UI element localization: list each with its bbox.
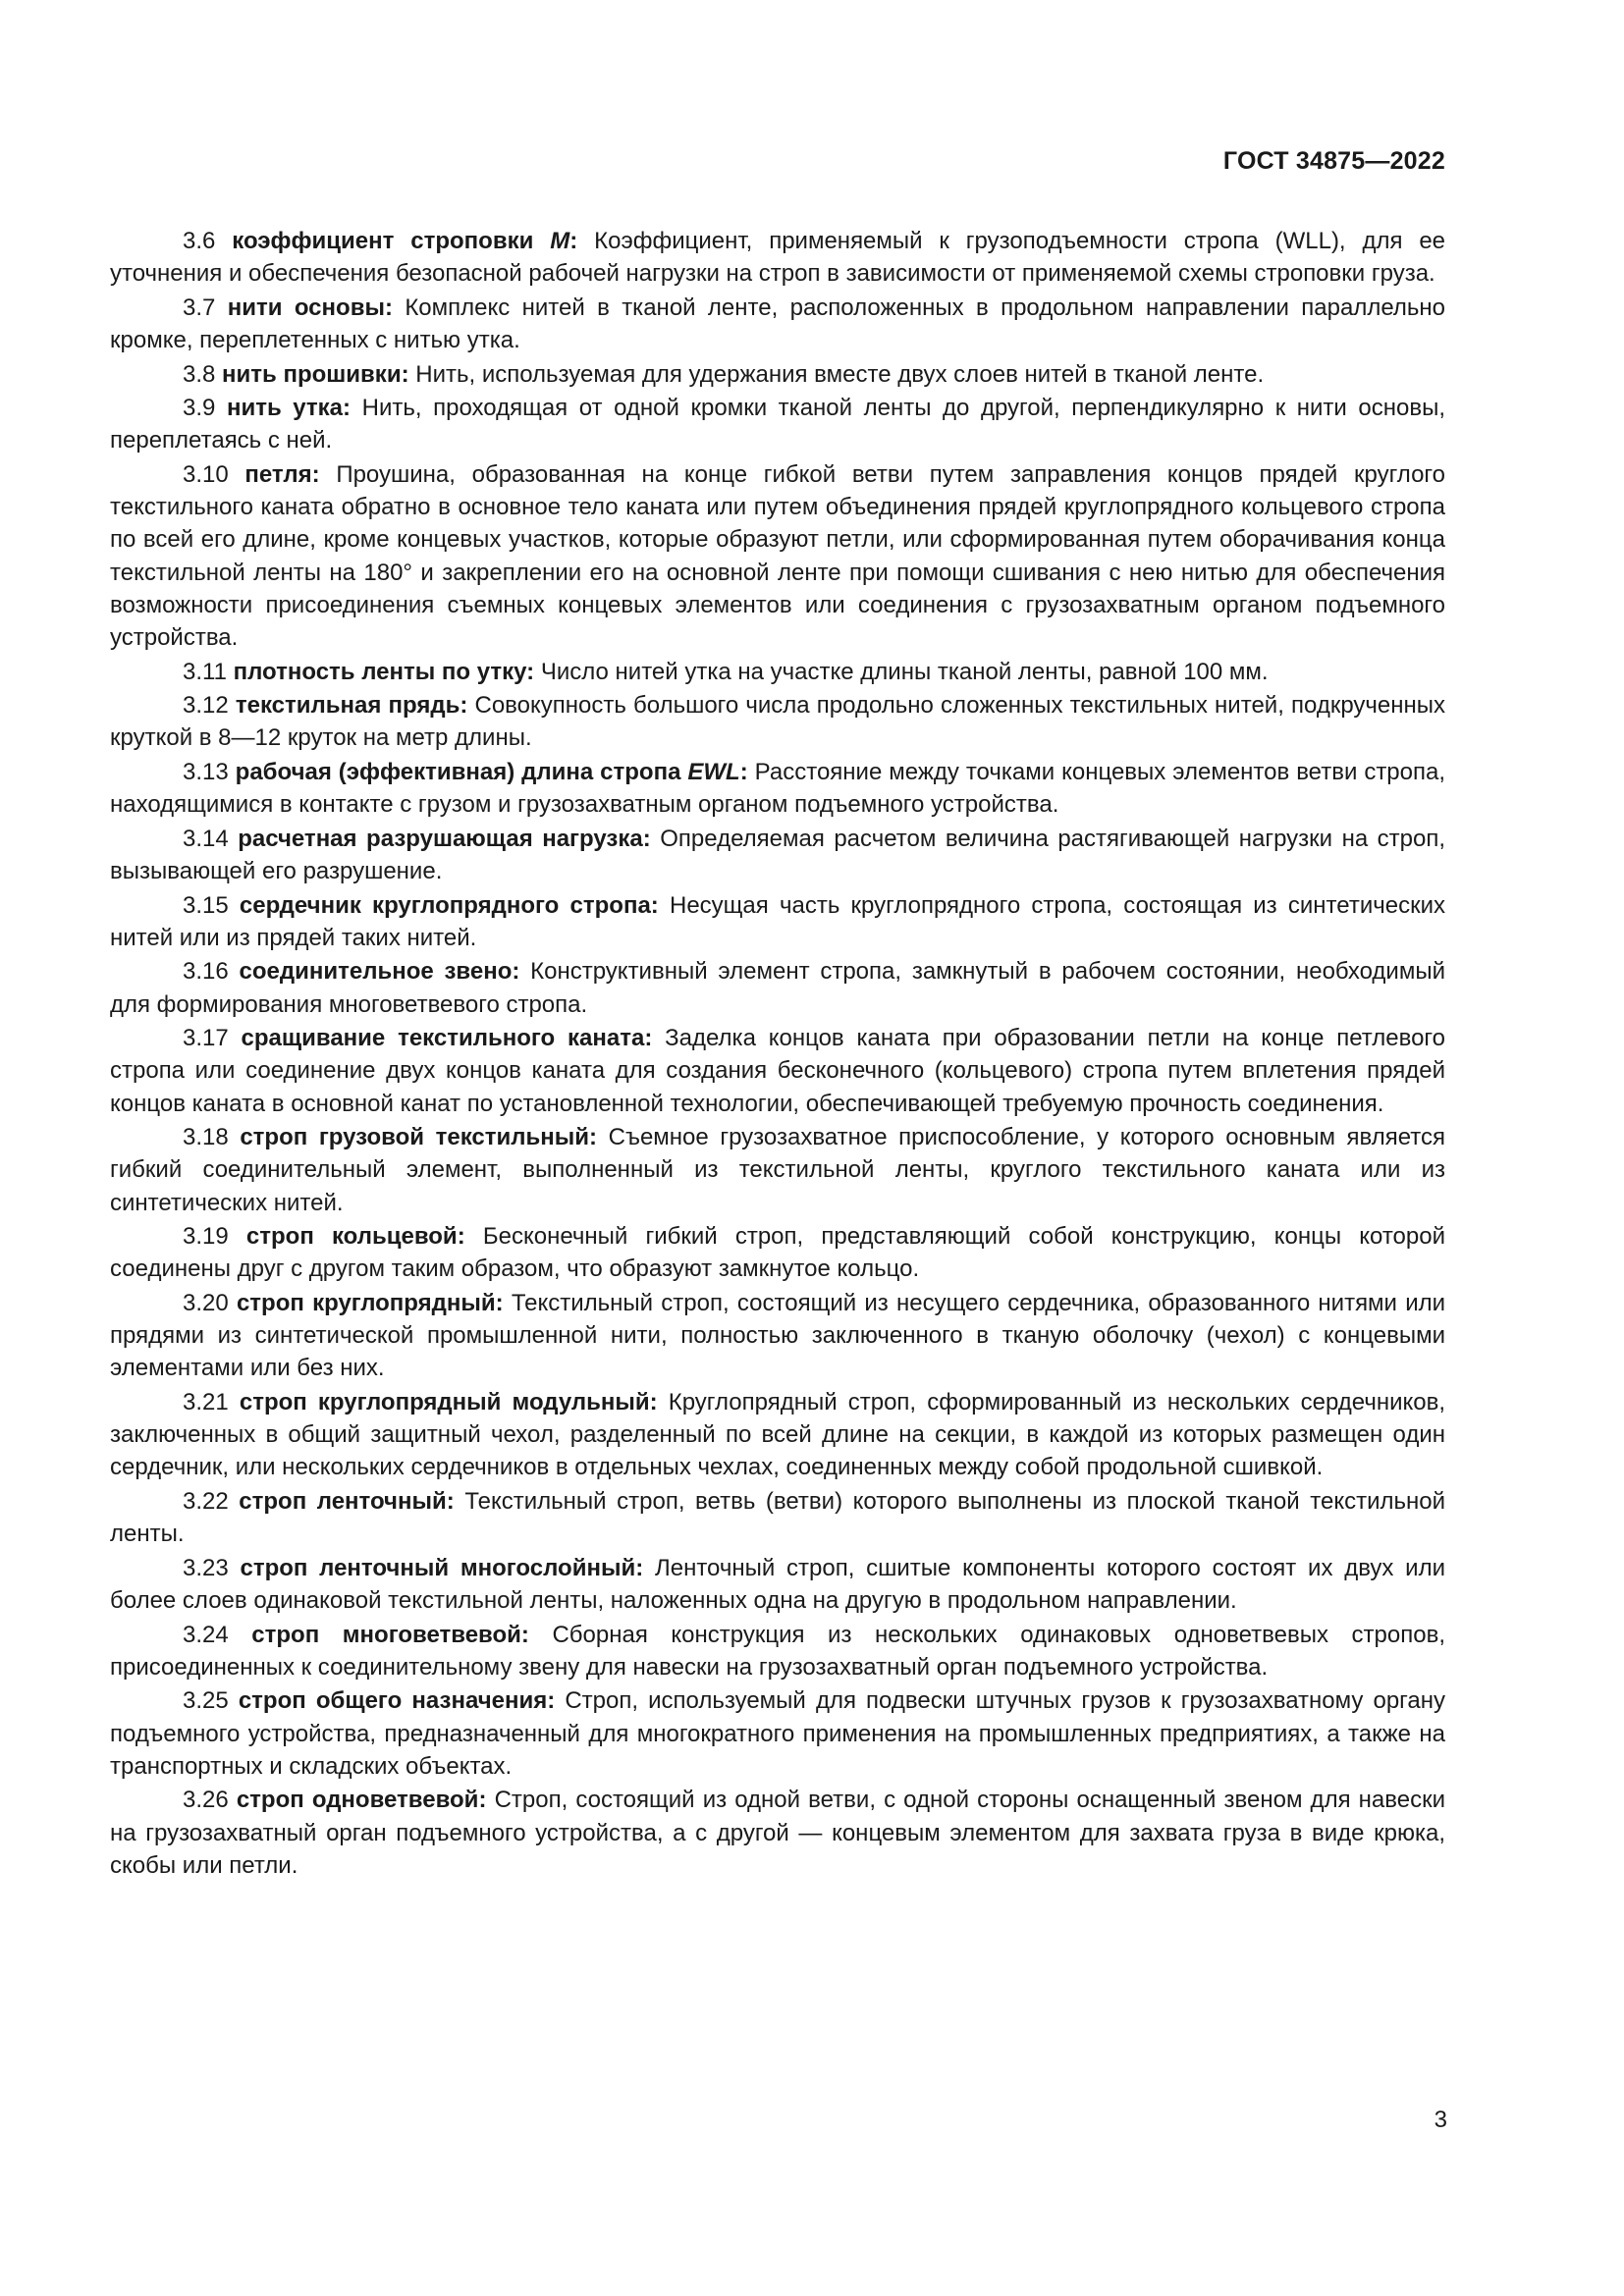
term-entry: [110, 689, 1445, 754]
term-entry: [110, 1552, 1445, 1617]
term-title: сращивание текстильного каната:: [241, 1025, 653, 1052]
term-definition: Число нитей утка на участке длины тканой ленты, равной 100 мм.: [540, 658, 1269, 685]
term-name: нить утка: [226, 395, 344, 422]
term-definition: Определяемая расчетом величина растягивающей нагрузки на строп, вызывающей его разрушение.: [110, 825, 1446, 884]
term-name: текстильная прядь: [235, 692, 460, 720]
term-entry: [110, 458, 1445, 654]
term-entry: [110, 1386, 1445, 1484]
term-name: сращивание текстильного каната: [241, 1025, 645, 1052]
term-name: строп ленточный: [239, 1487, 447, 1515]
term-name: строп общего назначения: [238, 1687, 548, 1715]
term-number: 3.15: [183, 891, 229, 919]
term-definition: Конструктивный элемент стропа, замкнутый в рабочем состоянии, необходимый для формирования многоветвевого стропа.: [110, 958, 1445, 1018]
term-name: строп круглопрядный модульный: [239, 1388, 650, 1415]
term-number: 3.6: [183, 228, 216, 254]
term-entry: [110, 292, 1445, 356]
term-number: 3.21: [183, 1388, 229, 1415]
term-name: петля: [244, 460, 312, 488]
term-title: строп круглопрядный модульный:: [239, 1388, 658, 1415]
term-title: строп круглопрядный:: [236, 1289, 504, 1316]
term-entry: [110, 225, 1445, 290]
page-number: 3: [1434, 2107, 1447, 2133]
term-number: 3.19: [183, 1223, 229, 1251]
term-number: 3.12: [183, 692, 229, 720]
term-entry: [110, 1684, 1445, 1783]
term-title: строп грузовой текстильный:: [240, 1124, 598, 1151]
term-entry: [110, 656, 1445, 688]
term-name: строп круглопрядный: [236, 1289, 496, 1316]
term-number: 3.7: [183, 294, 216, 321]
term-entry: [110, 823, 1445, 887]
term-number: 3.17: [183, 1025, 229, 1052]
term-title: расчетная разрушающая нагрузка:: [238, 825, 651, 852]
term-definition: Заделка концов каната при образовании петли на конце петлевого стропа или соединение двух концов каната для создания бесконечного (кольцевого) стропа путем вплетения прядей концов каната в основной канат по установленной технологии, обеспечивающей требуемую прочность соединения.: [110, 1025, 1446, 1117]
term-definition: Несущая часть круглопрядного стропа, состоящая из синтетических нитей или из прядей таких нитей.: [110, 891, 1445, 951]
term-entry: [110, 1121, 1445, 1219]
term-number: 3.11: [183, 658, 227, 685]
term-entry: [110, 1287, 1445, 1385]
term-number: 3.22: [183, 1487, 229, 1515]
term-entry: [110, 1485, 1445, 1550]
term-definition: Комплекс нитей в тканой ленте, расположенных в продольном направлении параллельно кромке, переплетенных с нитью утка.: [110, 294, 1446, 353]
term-entry: [110, 392, 1445, 456]
term-title: строп кольцевой:: [245, 1223, 465, 1251]
term-name: нити основы: [227, 294, 385, 321]
term-entry: [110, 1784, 1445, 1882]
term-title: плотность ленты по утку:: [233, 658, 535, 685]
term-title: соединительное звено:: [239, 958, 520, 986]
term-definition: Нить, используемая для удержания вместе двух слоев нитей в тканой ленте.: [415, 360, 1265, 388]
term-definition: Совокупность большого числа продольно сложенных текстильных нитей, подкрученных круткой в 8—12 круток на метр длины.: [110, 692, 1446, 752]
term-number: 3.14: [183, 825, 229, 852]
term-number: 3.9: [183, 395, 216, 422]
term-name: строп одноветвевой: [236, 1787, 479, 1814]
term-name: расчетная разрушающая нагрузка: [238, 825, 643, 852]
term-number: 3.24: [183, 1621, 229, 1648]
term-definition: Текстильный строп, состоящий из несущего сердечника, образованного нитями или прядями из синтетической промышленной нити, полностью заключенного в тканую оболочку (чехол) с концевыми элементами или без них.: [110, 1289, 1446, 1382]
term-symbol: EWL: [687, 758, 740, 785]
term-definition: Бесконечный гибкий строп, представляющий собой конструкцию, концы которой соединены друг с другом таким образом, что образуют замкнутое кольцо.: [110, 1223, 1446, 1283]
term-name: рабочая (эффективная) длина стропа: [235, 758, 681, 785]
term-entry: [110, 1619, 1445, 1683]
term-symbol: M: [550, 228, 570, 254]
document-id: ГОСТ 34875—2022: [1222, 147, 1445, 175]
term-definition: Текстильный строп, ветвь (ветви) которого выполнены из плоской тканой текстильной ленты.: [110, 1487, 1446, 1548]
term-number: 3.18: [183, 1124, 229, 1151]
term-name: строп кольцевой: [245, 1223, 458, 1251]
term-title: строп многоветвевой:: [251, 1621, 529, 1648]
term-number: 3.23: [183, 1554, 229, 1581]
term-title: петля:: [244, 460, 320, 488]
term-definition: Строп, используемый для подвески штучных грузов к грузозахватному органу подъемного устройства, предназначенный для многократного применения на промышленных предприятиях, а также на транспортных и складских объектах.: [110, 1687, 1445, 1780]
terms-list: [110, 225, 1445, 1883]
term-definition: Нить, проходящая от одной кромки тканой ленты до другой, перпендикулярно к нити основы, переплетаясь с ней.: [110, 395, 1446, 454]
term-definition: Съемное грузозахватное приспособление, у которого основным является гибкий соединительный элемент, выполненный из текстильной ленты, круглого текстильного каната или из синтетических нитей.: [110, 1124, 1445, 1216]
term-title: строп ленточный:: [239, 1487, 455, 1515]
term-entry: [110, 889, 1445, 954]
term-entry: [110, 358, 1445, 391]
term-title: текстильная прядь:: [235, 692, 468, 720]
term-entry: [110, 1220, 1445, 1285]
term-definition: Ленточный строп, сшитые компоненты которого состоят их двух или более слоев одинаковой текстильной ленты, наложенных одна на другую в продольном направлении.: [110, 1554, 1445, 1614]
term-title: строп общего назначения:: [238, 1687, 556, 1715]
term-number: 3.10: [183, 460, 229, 488]
term-title: коэффициент строповки M:: [232, 228, 578, 254]
term-definition: Сборная конструкция из нескольких одинаковых одноветвевых стропов, присоединенных к соединительному звену для навески на грузозахватный орган подъемного устройства.: [110, 1621, 1446, 1681]
term-title: нить прошивки:: [222, 360, 409, 388]
term-number: 3.26: [183, 1787, 229, 1814]
term-title: рабочая (эффективная) длина стропа EWL:: [235, 758, 748, 785]
term-number: 3.25: [183, 1687, 229, 1715]
term-title: нити основы:: [227, 294, 393, 321]
term-title: нить утка:: [226, 395, 352, 422]
term-definition: Круглопрядный строп, сформированный из нескольких сердечников, заключенных в общий защитный чехол, разделенный по всей длине на секции, в каждой из которых размещен один сердечник, или нескольких сердечников в отдельных чехлах, соединенных между собой продольной сшивкой.: [110, 1388, 1446, 1481]
term-definition: Строп, состоящий из одной ветви, с одной стороны оснащенный звеном для навески на грузозахватный орган подъемного устройства, а с другой — концевым элементом для захвата груза в виде крюка, скобы или петли.: [110, 1787, 1446, 1879]
term-name: сердечник круглопрядного стропа: [239, 891, 651, 919]
term-entry: [110, 756, 1445, 821]
term-definition: Расстояние между точками концевых элементов ветви стропа, находящимися в контакте с грузом и грузозахватным органом подъемного устройства.: [110, 758, 1446, 819]
term-title: сердечник круглопрядного стропа:: [239, 891, 659, 919]
term-definition: Проушина, образованная на конце гибкой ветви путем заправления концов прядей круглого текстильного каната обратно в основное тело каната или путем объединения прядей круглопрядного кольцевого стропа по всей его длине, кроме концевых участков, которые образуют петли, или сформированная путем оборачивания конца текстильной ленты на 180° и закреплении его на основной ленте при помощи сшивания с нею нитью для обеспечения возможности присоединения съемных концевых элементов или соединения с грузозахватным органом подъемного устройства.: [110, 460, 1446, 651]
term-name: коэффициент строповки: [232, 228, 534, 254]
term-name: плотность ленты по утку: [233, 658, 527, 685]
term-number: 3.8: [183, 360, 216, 388]
term-number: 3.20: [183, 1289, 229, 1316]
term-name: нить прошивки: [222, 360, 402, 388]
term-name: соединительное звено: [239, 958, 513, 986]
term-entry: [110, 955, 1445, 1020]
term-entry: [110, 1022, 1445, 1120]
term-name: строп ленточный многослойный: [240, 1554, 636, 1581]
term-name: строп многоветвевой: [251, 1621, 521, 1648]
term-title: строп ленточный многослойный:: [240, 1554, 644, 1581]
term-definition: Коэффициент, применяемый к грузоподъемности стропа (WLL), для ее уточнения и обеспечения безопасной рабочей нагрузки на строп в зависимости от применяемой схемы строповки груза.: [110, 228, 1446, 288]
term-number: 3.13: [183, 758, 229, 785]
term-name: строп грузовой текстильный: [240, 1124, 590, 1151]
term-title: строп одноветвевой:: [236, 1787, 487, 1814]
term-number: 3.16: [183, 958, 229, 986]
